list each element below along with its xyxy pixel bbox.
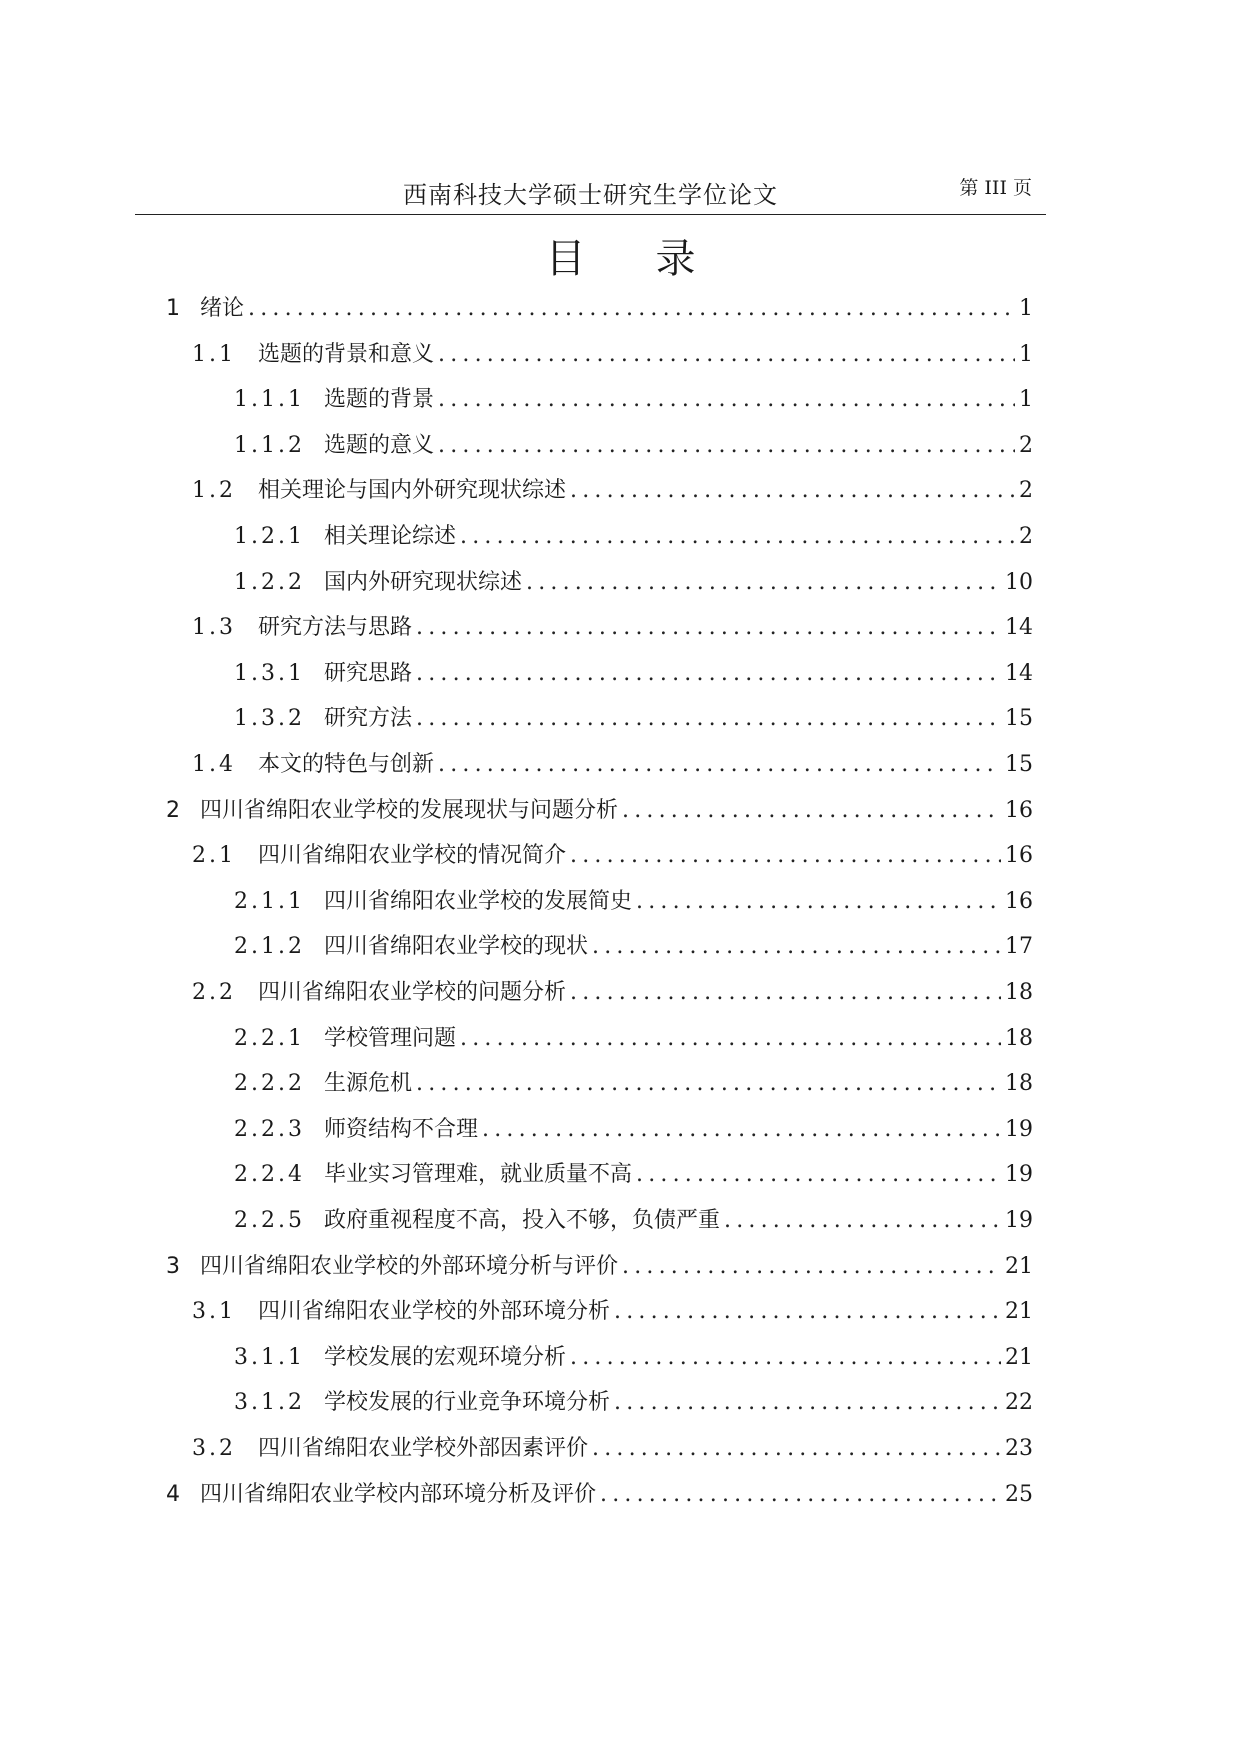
- toc-entry-title: 学校管理问题: [324, 1026, 457, 1051]
- toc-entry-page: 14: [1005, 615, 1033, 640]
- toc-entry-number: 1.3.2: [234, 706, 305, 731]
- toc-entry-number: 3.1: [192, 1299, 236, 1324]
- toc-dot-leader: [622, 795, 1001, 827]
- toc-entry-page: 17: [1005, 934, 1033, 959]
- toc-dot-leader: [482, 1114, 1001, 1146]
- toc-entry-number: 1: [166, 296, 183, 321]
- toc-dot-leader: [614, 1296, 1001, 1328]
- toc-entry-number: 1.3.1: [234, 661, 305, 686]
- toc-entry-number: 2.2.1: [234, 1026, 305, 1051]
- toc-entry-number: 1.1.2: [234, 433, 305, 458]
- toc-entry[interactable]: [234, 931, 1033, 963]
- toc-entry-number: 2.1: [192, 843, 236, 868]
- toc-dot-leader: [416, 612, 1001, 644]
- toc-entry-title: 研究方法: [324, 706, 413, 731]
- toc-entry[interactable]: [192, 475, 1033, 507]
- toc-dot-leader: [416, 658, 1001, 690]
- toc-entry-title: 四川省绵阳农业学校外部因素评价: [258, 1436, 589, 1461]
- toc-entry-number: 4: [166, 1482, 183, 1507]
- toc-dot-leader: [416, 1068, 1001, 1100]
- toc-dot-leader: [438, 749, 1001, 781]
- toc-entry[interactable]: [234, 521, 1033, 553]
- toc-entry-page: 16: [1005, 798, 1033, 823]
- toc-entry-title: 生源危机: [324, 1071, 413, 1096]
- toc-entry-page: 16: [1005, 843, 1033, 868]
- toc-dot-leader: [724, 1205, 1001, 1237]
- toc-entry-title: 四川省绵阳农业学校内部环境分析及评价: [200, 1482, 597, 1507]
- toc-entry[interactable]: [192, 612, 1033, 644]
- toc-entry[interactable]: [166, 1479, 1033, 1511]
- toc-entry-number: 1.2: [192, 478, 236, 503]
- header-page-number: 第 III 页: [959, 177, 1032, 199]
- toc-entry-number: 1.2.1: [234, 524, 305, 549]
- toc-entry[interactable]: [234, 384, 1033, 416]
- toc-entry-title: 学校发展的宏观环境分析: [324, 1345, 567, 1370]
- toc-entry-title: 选题的意义: [324, 433, 435, 458]
- toc-entry[interactable]: [234, 1159, 1033, 1191]
- toc-entry-page: 14: [1005, 661, 1033, 686]
- toc-dot-leader: [570, 977, 1001, 1009]
- toc-dot-leader: [592, 1433, 1001, 1465]
- toc-entry-title: 相关理论综述: [324, 524, 457, 549]
- toc-entry-title: 四川省绵阳农业学校的现状: [324, 934, 589, 959]
- toc-heading: 目录: [545, 236, 766, 282]
- toc-entry-number: 1.1: [192, 342, 236, 367]
- toc-entry-title: 四川省绵阳农业学校的发展现状与问题分析: [200, 798, 619, 823]
- toc-entry[interactable]: [192, 1433, 1033, 1465]
- toc-entry-page: 18: [1005, 1071, 1033, 1096]
- toc-entry-number: 2: [166, 798, 183, 823]
- toc-entry-page: 18: [1005, 980, 1033, 1005]
- toc-entry-page: 19: [1005, 1208, 1033, 1233]
- toc-entry-number: 2.1.2: [234, 934, 305, 959]
- toc-entry-page: 21: [1005, 1254, 1033, 1279]
- toc-entry-number: 2.2.5: [234, 1208, 305, 1233]
- toc-dot-leader: [416, 703, 1001, 735]
- toc-entry[interactable]: [166, 293, 1033, 325]
- toc-entry-title: 绪论: [200, 296, 245, 321]
- toc-entry-title: 毕业实习管理难，就业质量不高: [324, 1162, 633, 1187]
- toc-entry[interactable]: [192, 977, 1033, 1009]
- toc-entry-page: 1: [1019, 342, 1033, 367]
- toc-entry-number: 3.1.1: [234, 1345, 305, 1370]
- toc-entry[interactable]: [166, 795, 1033, 827]
- toc-entry-page: 2: [1019, 433, 1033, 458]
- toc-dot-leader: [622, 1251, 1001, 1283]
- toc-entry-number: 2.2.3: [234, 1117, 305, 1142]
- toc-entry-title: 四川省绵阳农业学校的外部环境分析与评价: [200, 1254, 619, 1279]
- toc-entry[interactable]: [166, 1251, 1033, 1283]
- toc-entry-title: 相关理论与国内外研究现状综述: [258, 478, 567, 503]
- toc-entry[interactable]: [192, 1296, 1033, 1328]
- toc-entry-title: 研究方法与思路: [258, 615, 413, 640]
- toc-entry-title: 国内外研究现状综述: [324, 570, 523, 595]
- toc-dot-leader: [570, 1342, 1001, 1374]
- toc-entry-number: 2.1.1: [234, 889, 305, 914]
- toc-entry-title: 本文的特色与创新: [258, 752, 435, 777]
- toc-dot-leader: [438, 430, 1015, 462]
- toc-entry-page: 2: [1019, 478, 1033, 503]
- toc-entry-page: 22: [1005, 1390, 1033, 1415]
- toc-entry-title: 四川省绵阳农业学校的问题分析: [258, 980, 567, 1005]
- toc-dot-leader: [600, 1479, 1001, 1511]
- toc-entry[interactable]: [234, 1205, 1033, 1237]
- toc-entry[interactable]: [234, 430, 1033, 462]
- toc-entry[interactable]: [234, 703, 1033, 735]
- toc-dot-leader: [438, 384, 1015, 416]
- toc-entry-title: 选题的背景: [324, 387, 435, 412]
- toc-entry-page: 18: [1005, 1026, 1033, 1051]
- toc-entry-page: 21: [1005, 1345, 1033, 1370]
- toc-entry[interactable]: [192, 840, 1033, 872]
- toc-entry[interactable]: [234, 1387, 1033, 1419]
- toc-entry-page: 25: [1005, 1482, 1033, 1507]
- toc-entry-title: 研究思路: [324, 661, 413, 686]
- toc-entry[interactable]: [234, 1342, 1033, 1374]
- toc-dot-leader: [460, 521, 1015, 553]
- toc-entry-number: 1.3: [192, 615, 236, 640]
- toc-entry[interactable]: [234, 567, 1033, 599]
- toc-entry-number: 1.2.2: [234, 570, 305, 595]
- toc-entry-title: 四川省绵阳农业学校的情况简介: [258, 843, 567, 868]
- toc-entry[interactable]: [192, 339, 1033, 371]
- toc-dot-leader: [526, 567, 1001, 599]
- toc-entry-number: 2.2.4: [234, 1162, 305, 1187]
- toc-entry-number: 3.2: [192, 1436, 236, 1461]
- toc-entry-title: 学校发展的行业竞争环境分析: [324, 1390, 611, 1415]
- toc-entry-page: 10: [1005, 570, 1033, 595]
- toc-entry-title: 师资结构不合理: [324, 1117, 479, 1142]
- page-header: [135, 177, 1046, 215]
- toc-dot-leader: [248, 293, 1015, 325]
- toc-dot-leader: [636, 1159, 1001, 1191]
- toc-dot-leader: [614, 1387, 1001, 1419]
- toc-entry[interactable]: [234, 1114, 1033, 1146]
- toc-dot-leader: [592, 931, 1001, 963]
- toc-entry-page: 15: [1005, 706, 1033, 731]
- toc-entry-title: 四川省绵阳农业学校的发展简史: [324, 889, 633, 914]
- toc-entry-page: 19: [1005, 1117, 1033, 1142]
- toc-dot-leader: [636, 886, 1001, 918]
- toc-entry-title: 四川省绵阳农业学校的外部环境分析: [258, 1299, 611, 1324]
- toc-entry-number: 2.2.2: [234, 1071, 305, 1096]
- toc-entry-title: 政府重视程度不高，投入不够，负债严重: [324, 1208, 721, 1233]
- toc-entry-page: 19: [1005, 1162, 1033, 1187]
- toc-entry-number: 3: [166, 1254, 183, 1279]
- toc-entry-number: 3.1.2: [234, 1390, 305, 1415]
- toc-entry-number: 1.1.1: [234, 387, 305, 412]
- toc-entry-number: 2.2: [192, 980, 236, 1005]
- toc-entry-title: 选题的背景和意义: [258, 342, 435, 367]
- toc-dot-leader: [570, 475, 1015, 507]
- toc-entry[interactable]: [234, 658, 1033, 690]
- toc-dot-leader: [570, 840, 1001, 872]
- toc-entry-page: 15: [1005, 752, 1033, 777]
- toc-entry-page: 1: [1019, 387, 1033, 412]
- toc-dot-leader: [460, 1023, 1001, 1055]
- toc-entry-number: 1.4: [192, 752, 236, 777]
- toc-entry-page: 21: [1005, 1299, 1033, 1324]
- header-title: 西南科技大学硕士研究生学位论文: [403, 181, 778, 209]
- toc-entry[interactable]: [192, 749, 1033, 781]
- toc-entry-page: 16: [1005, 889, 1033, 914]
- toc-entry[interactable]: [234, 1068, 1033, 1100]
- toc-entry-page: 23: [1005, 1436, 1033, 1461]
- toc-entry[interactable]: [234, 1023, 1033, 1055]
- toc-entry-page: 2: [1019, 524, 1033, 549]
- toc-entry[interactable]: [234, 886, 1033, 918]
- toc-dot-leader: [438, 339, 1015, 371]
- toc-entry-page: 1: [1019, 296, 1033, 321]
